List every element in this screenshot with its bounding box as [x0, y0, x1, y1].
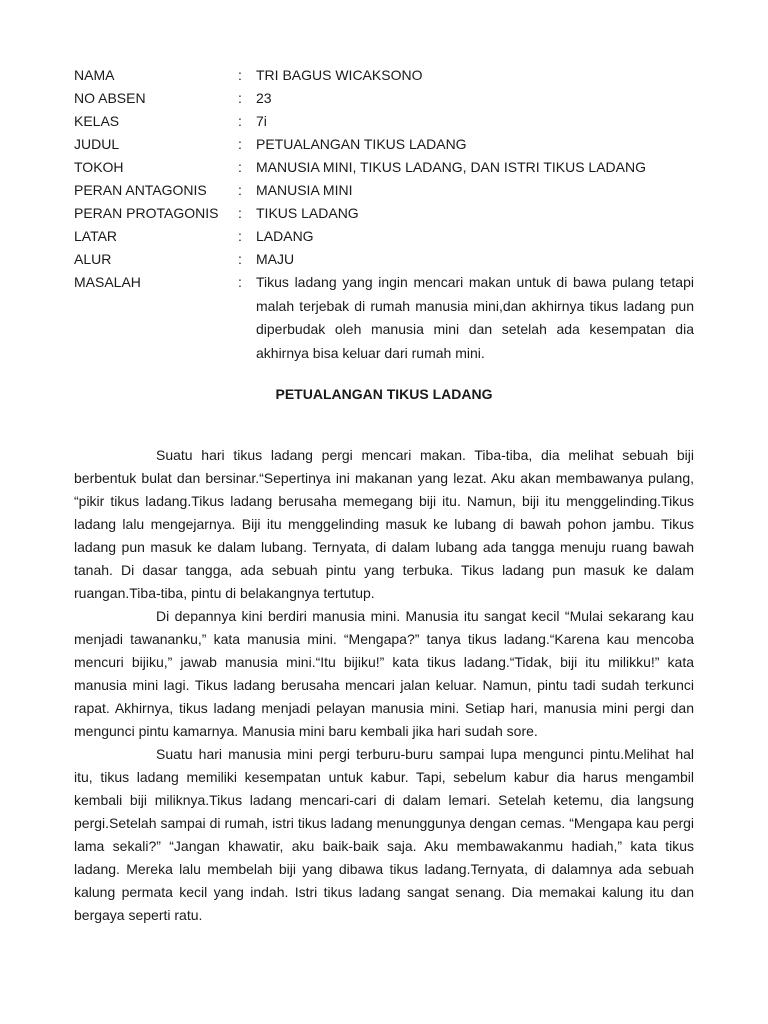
info-row-tokoh — [74, 156, 694, 179]
story-paragraph: Suatu hari tikus ladang pergi mencari makan. Tiba-tiba, dia melihat sebuah biji berbentuk bulat dan bersinar.“Sepertinya ini makanan yang lezat. Aku akan membawanya pulang, “pikir tikus ladang.Tikus ladang berusaha memegang biji itu. Namun, biji itu menggelinding.Tikus ladang lalu mengejarnya. Biji itu menggelinding masuk ke lubang di bawah pohon jambu. Tikus ladang pun masuk ke dalam lubang. Ternyata, di dalam lubang ada tangga menuju ruang bawah tanah. Di dasar tangga, ada sebuah pintu yang terbuka. Tikus ladang pun masuk ke dalam ruangan.Tiba-tiba, pintu di belakangnya tertutup. — [74, 447, 694, 601]
info-value: TRI BAGUS WICAKSONO — [256, 67, 423, 83]
info-label: PERAN ANTAGONIS — [74, 182, 207, 198]
info-colon: : — [238, 113, 242, 129]
info-colon: : — [238, 274, 242, 290]
info-label: TOKOH — [74, 159, 124, 175]
story-title: PETUALANGAN TIKUS LADANG — [275, 386, 493, 402]
info-colon: : — [238, 182, 242, 198]
info-label: PERAN PROTAGONIS — [74, 205, 219, 221]
info-colon: : — [238, 90, 242, 106]
info-colon: : — [238, 228, 242, 244]
info-colon: : — [238, 251, 242, 267]
story-paragraph: Suatu hari manusia mini pergi terburu-buru sampai lupa mengunci pintu.Melihat hal itu, tikus ladang memiliki kesempatan untuk kabur. Tapi, sebelum kabur dia harus mengambil kembali biji miliknya.Tikus ladang mencari-cari di dalam lemari. Setelah ketemu, dia langsung pergi.Setelah sampai di rumah, istri tikus ladang menunggunya dengan cemas. “Mengapa kau pergi lama sekali?” “Jangan khawatir, aku baik-baik saja. Aku membawakanmu hadiah,” kata tikus ladang. Mereka lalu membelah biji yang dibawa tikus ladang.Ternyata, di dalamnya ada sebuah kalung permata kecil yang indah. Istri tikus ladang sangat senang. Dia memakai kalung itu dan bergaya seperti ratu. — [74, 746, 694, 923]
info-row-alur — [74, 248, 694, 271]
story-paragraph: Di depannya kini berdiri manusia mini. Manusia itu sangat kecil “Mulai sekarang kau menjadi tawananku,” kata manusia mini. “Mengapa?” tanya tikus ladang.“Karena kau mencoba mencuri bijiku,” jawab manusia mini.“Itu bijiku!” kata tikus ladang.“Tidak, biji itu milikku!” kata manusia mini lagi. Tikus ladang berusaha mencari jalan keluar. Namun, pintu tadi sudah terkunci rapat. Akhirnya, tikus ladang menjadi pelayan manusia mini. Setiap hari, manusia mini pergi dan mengunci pintu kamarnya. Manusia mini baru kembali jika hari sudah sore. — [74, 608, 694, 739]
info-value: 7i — [256, 113, 267, 129]
info-row-peran-protagonis — [74, 202, 694, 225]
info-value: TIKUS LADANG — [256, 205, 359, 221]
info-row-latar — [74, 225, 694, 248]
info-label: ALUR — [74, 251, 112, 267]
info-row-peran-antagonis — [74, 179, 694, 202]
info-row-no-absen — [74, 87, 694, 110]
info-colon: : — [238, 67, 242, 83]
info-value: Tikus ladang yang ingin mencari makan untuk di bawa pulang tetapi malah terjebak di rumah manusia mini,dan akhirnya tikus ladang pun diperbudak oleh manusia mini dan setelah ada kesempatan dia akhirnya bisa keluar dari rumah mini. — [256, 274, 694, 361]
story-body — [74, 444, 694, 927]
info-label: NAMA — [74, 67, 115, 83]
info-value: MAJU — [256, 251, 295, 267]
info-value: 23 — [256, 90, 272, 106]
document-page — [74, 64, 694, 927]
info-value: PETUALANGAN TIKUS LADANG — [256, 136, 467, 152]
info-label: NO ABSEN — [74, 90, 146, 106]
info-label: MASALAH — [74, 274, 141, 290]
student-info-table — [74, 64, 694, 365]
info-label: LATAR — [74, 228, 118, 244]
info-label: KELAS — [74, 113, 120, 129]
info-label: JUDUL — [74, 136, 120, 152]
info-colon: : — [238, 136, 242, 152]
info-value: MANUSIA MINI, TIKUS LADANG, DAN ISTRI TIKUS LADANG — [256, 159, 647, 175]
info-row-kelas — [74, 110, 694, 133]
info-value: LADANG — [256, 228, 314, 244]
info-colon: : — [238, 205, 242, 221]
info-colon: : — [238, 159, 242, 175]
info-value: MANUSIA MINI — [256, 182, 353, 198]
info-row-judul — [74, 133, 694, 156]
info-row-nama — [74, 64, 694, 87]
info-row-masalah — [74, 271, 694, 365]
